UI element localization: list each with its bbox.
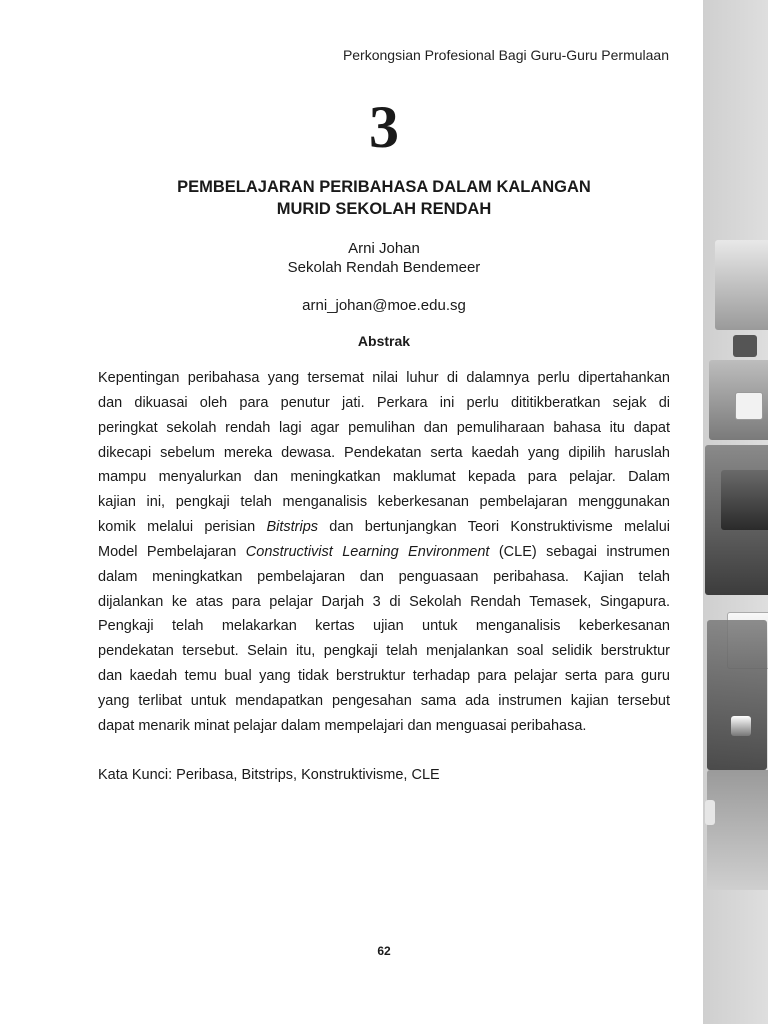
abstract-text: (CLE) sebagai instrumen bbox=[489, 543, 670, 560]
abstract-italic-term: Bitstrips bbox=[266, 519, 319, 536]
abstract-text: Model Pembelajaran bbox=[98, 543, 246, 560]
abstract-line bbox=[98, 714, 670, 739]
abstract-text: mampu menyalurkan dan meningkatkan maklumat kepada para pelajar. Dalam bbox=[98, 469, 670, 486]
abstract-text: dapat menarik minat pelajar dalam mempelajari dan menguasai peribahasa. bbox=[98, 717, 587, 734]
abstract-text: Pengkaji telah melakarkan kertas ujian untuk menganalisis keberkesanan bbox=[98, 618, 670, 635]
chapter-number: 3 bbox=[369, 94, 399, 160]
abstract-body bbox=[98, 366, 670, 739]
decorative-side-panel bbox=[703, 0, 768, 1024]
abstract-line bbox=[98, 540, 670, 565]
abstract-line bbox=[98, 590, 670, 615]
page-number: 62 bbox=[377, 944, 391, 958]
abstract-text: Kepentingan peribahasa yang tersemat nilai luhur di dalamnya perlu dipertahankan bbox=[98, 370, 670, 386]
abstract-text: dan kaedah temu bual yang tidak berstruktur terhadap para pelajar serta para guru bbox=[98, 668, 670, 685]
abstract-line bbox=[98, 664, 670, 689]
abstract-line bbox=[98, 441, 670, 466]
abstract-text: komik melalui perisian bbox=[98, 519, 267, 536]
author-block bbox=[0, 239, 768, 277]
abstract-line bbox=[98, 639, 670, 664]
running-header: Perkongsian Profesional Bagi Guru-Guru Permulaan bbox=[342, 47, 669, 63]
abstract-heading: Abstrak bbox=[357, 333, 411, 349]
abstract-text: kajian ini, pengkaji telah menganalisis keberkesanan pembelajaran menggunakan bbox=[98, 494, 670, 511]
abstract-line bbox=[98, 391, 670, 416]
article-title bbox=[0, 176, 768, 220]
author-name: Arni Johan bbox=[348, 240, 420, 257]
abstract-line bbox=[98, 689, 670, 714]
abstract-text: dikecapi sebelum mereka dewasa. Pendekatan serta kaedah yang dipilih haruslah bbox=[98, 444, 670, 461]
abstract-text: dan bertunjangkan Teori Konstruktivisme melalui bbox=[318, 519, 670, 536]
abstract-line bbox=[98, 465, 670, 490]
author-affiliation: Sekolah Rendah Bendemeer bbox=[287, 259, 481, 276]
abstract-text: dijalankan ke atas para pelajar Darjah 3 di Sekolah Rendah Temasek, Singapura. bbox=[98, 593, 670, 610]
abstract-line bbox=[98, 490, 670, 515]
abstract-line bbox=[98, 416, 670, 441]
abstract-line bbox=[98, 515, 670, 540]
author-email: arni_johan@moe.edu.sg bbox=[302, 297, 466, 314]
title-line-1: PEMBELAJARAN PERIBAHASA DALAM KALANGAN bbox=[177, 178, 591, 196]
abstract-text: peringkat sekolah rendah lagi agar pemulihan dan pemuliharaan bahasa itu dapat bbox=[98, 419, 670, 436]
abstract-text: dan dikuasai oleh para penutur jati. Perkara ini perlu dititikberatkan sejak di bbox=[98, 394, 670, 411]
keywords: Kata Kunci: Peribasa, Bitstrips, Konstruktivisme, CLE bbox=[98, 767, 440, 783]
abstract-italic-term: Constructivist Learning Environment bbox=[245, 543, 490, 560]
abstract-line bbox=[98, 366, 670, 391]
abstract-text: pendekatan tersebut. Selain itu, pengkaji telah menjalankan soal selidik berstruktur bbox=[98, 643, 670, 660]
abstract-line bbox=[98, 614, 670, 639]
abstract-text: yang terlibat untuk mendapatkan pengesahan sama ada instrumen kajian tersebut bbox=[98, 692, 670, 709]
abstract-text: dalam meningkatkan pembelajaran dan penguasaan peribahasa. Kajian telah bbox=[98, 568, 670, 585]
title-line-2: MURID SEKOLAH RENDAH bbox=[276, 200, 492, 218]
abstract-line bbox=[98, 565, 670, 590]
